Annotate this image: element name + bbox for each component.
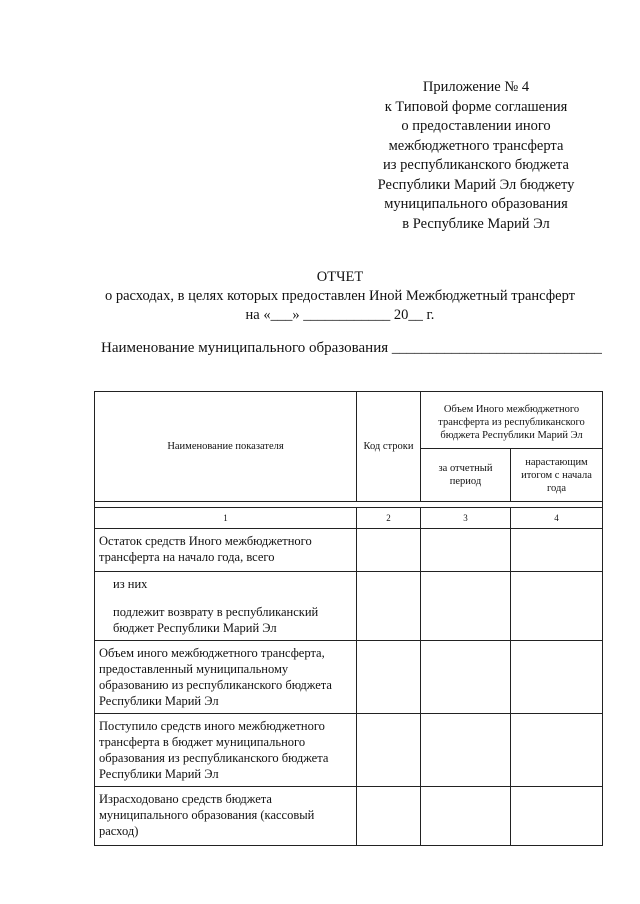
header-cumulative: нарастающим итогом с начала года <box>511 449 603 502</box>
table-row <box>95 529 603 572</box>
header-code: Код строки <box>357 392 421 502</box>
row-code-cell[interactable] <box>357 787 421 846</box>
appendix-line: Приложение № 4 <box>422 79 530 95</box>
row-label: Остаток средств Иного межбюджетного трансферта на начало года, всего <box>95 529 357 572</box>
row-cumulative-cell[interactable] <box>511 641 603 714</box>
table-header-row <box>95 392 603 449</box>
appendix-line: о предоставлении иного <box>401 118 551 134</box>
appendix-line: Республики Марий Эл бюджету <box>377 176 575 193</box>
row-code-cell[interactable] <box>357 572 421 641</box>
row-code-cell[interactable] <box>357 641 421 714</box>
table-row <box>95 572 603 641</box>
appendix-line: межбюджетного трансферта <box>388 137 564 154</box>
municipality-name-line: Наименование муниципального образования ____________________________ <box>101 340 602 356</box>
row-code-cell[interactable] <box>357 714 421 787</box>
row-label: Поступило средств иного межбюджетного трансферта в бюджет муниципального образования из республиканского бюджета Республики Марий Эл <box>95 714 357 787</box>
column-number: 3 <box>421 508 511 529</box>
row-cumulative-cell[interactable] <box>511 714 603 787</box>
appendix-note <box>356 78 596 234</box>
row-label-cell <box>95 572 357 641</box>
row-label: Объем иного межбюджетного трансферта, предоставленный муниципальному образованию из республиканского бюджета Республики Марий Эл <box>95 641 357 714</box>
table-row <box>95 641 603 714</box>
appendix-line: в Республике Марий Эл <box>402 215 550 232</box>
row-period-cell[interactable] <box>421 787 511 846</box>
appendix-line: к Типовой форме соглашения <box>384 98 568 115</box>
header-reporting-period: за отчетный период <box>421 449 511 502</box>
column-number: 1 <box>95 508 357 529</box>
row-label: подлежит возврату в республиканский бюджет Республики Марий Эл <box>113 605 319 635</box>
column-number: 4 <box>511 508 603 529</box>
row-cumulative-cell[interactable] <box>511 529 603 572</box>
report-subtitle: о расходах, в целях которых предоставлен Иной Межбюджетный трансферт <box>104 288 576 304</box>
report-table <box>94 391 603 846</box>
row-period-cell[interactable] <box>421 572 511 641</box>
appendix-line: муниципального образования <box>384 196 568 212</box>
row-sublabel: из них <box>113 577 148 591</box>
report-title-block <box>60 268 620 325</box>
row-period-cell[interactable] <box>421 529 511 572</box>
row-period-cell[interactable] <box>421 641 511 714</box>
report-title: ОТЧЕТ <box>316 269 364 285</box>
row-cumulative-cell[interactable] <box>511 787 603 846</box>
header-volume-group: Объем Иного межбюджетного трансферта из республиканского бюджета Республики Марий Эл <box>421 392 603 449</box>
column-number-row <box>95 508 603 529</box>
appendix-line: из республиканского бюджета <box>383 157 569 173</box>
table-row <box>95 714 603 787</box>
row-code-cell[interactable] <box>357 529 421 572</box>
row-period-cell[interactable] <box>421 714 511 787</box>
row-label: Израсходовано средств бюджета муниципального образования (кассовый расход) <box>95 787 357 846</box>
header-indicator: Наименование показателя <box>95 392 357 502</box>
column-number: 2 <box>357 508 421 529</box>
table-row <box>95 787 603 846</box>
report-date-line: на «___» ____________ 20__ г. <box>245 307 435 323</box>
row-cumulative-cell[interactable] <box>511 572 603 641</box>
